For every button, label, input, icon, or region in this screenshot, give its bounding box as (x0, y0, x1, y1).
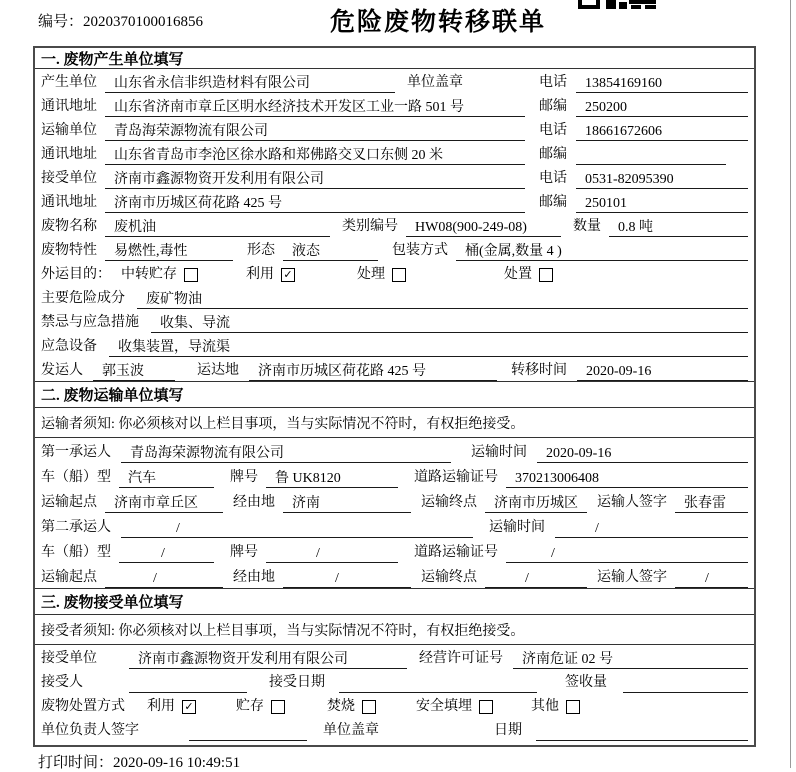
via-label: 经由地 (233, 495, 275, 510)
row-emergency-measures (35, 309, 754, 333)
transporter-zip-value (576, 146, 726, 165)
row-accept-person (35, 669, 754, 693)
checkbox-transfer-storage[interactable] (184, 268, 198, 282)
checkbox-dispose[interactable] (539, 268, 553, 282)
transfer-time-value: 2020-09-16 (577, 362, 748, 381)
equipment-label: 应急设备 (41, 339, 97, 354)
qr-module (645, 5, 656, 9)
origin-value: / (105, 569, 223, 588)
option-label: 其他 (531, 699, 559, 714)
phone-label: 电话 (539, 123, 567, 138)
option-other (531, 697, 580, 717)
transport-time-value: 2020-09-16 (537, 444, 748, 463)
section2-header: 二. 废物运输单位填写 (35, 381, 754, 408)
serial-number (38, 10, 203, 31)
responsible-sign-label: 单位负责人签字 (41, 723, 139, 738)
page-edge-line (790, 0, 791, 768)
origin-label: 运输起点 (41, 570, 97, 585)
address-label: 通讯地址 (41, 147, 97, 162)
print-time-value: 2020-09-16 10:49:51 (113, 755, 241, 771)
receiver-zip-value: 250101 (576, 194, 748, 213)
section3-notice: 接受者须知: 你必须核对以上栏目事项，当与实际情况不符时，有权拒绝接受。 (35, 615, 754, 645)
qr-module (619, 2, 627, 9)
row-route2 (35, 563, 754, 588)
plate-label: 牌号 (230, 470, 258, 485)
receiver-phone-value: 0531-82095390 (576, 170, 748, 189)
address-label: 通讯地址 (41, 195, 97, 210)
vehicle-type-value: / (119, 544, 214, 563)
carrier2-value: / (121, 519, 473, 538)
document-header (0, 0, 796, 46)
plate-label: 牌号 (230, 545, 258, 560)
zip-label: 邮编 (539, 147, 567, 162)
option-label: 处理 (357, 267, 385, 282)
row-responsible-sign (35, 717, 754, 741)
origin-label: 运输起点 (41, 495, 97, 510)
waste-code-label: 类别编号 (342, 219, 398, 234)
waste-code-value: HW08(900-249-08) (406, 218, 561, 237)
emergency-value: 收集、导流 (151, 314, 748, 333)
transporter-phone-value: 18661672606 (576, 122, 748, 141)
qr-code-fragment (578, 0, 656, 9)
terminus-value: / (485, 569, 587, 588)
checkbox-utilize[interactable]: ✓ (281, 268, 295, 282)
permit-label: 经营许可证号 (419, 651, 503, 666)
option-incinerate (327, 697, 376, 717)
print-time (38, 751, 240, 772)
option-label: 贮存 (236, 699, 264, 714)
waste-name-value: 废机油 (105, 218, 330, 237)
responsible-sign-value (189, 722, 307, 741)
carrier1-value: 青岛海荣源物流有限公司 (121, 444, 451, 463)
option-label: 安全填埋 (416, 699, 472, 714)
option-label: 利用 (246, 267, 274, 282)
carrier-sign-label: 运输人签字 (597, 570, 667, 585)
accept-date-label: 接受日期 (269, 675, 325, 690)
row-accept-unit (35, 645, 754, 669)
option-utilize (246, 265, 295, 285)
section3-header: 三. 废物接受单位填写 (35, 588, 754, 615)
phone-label: 电话 (539, 75, 567, 90)
checkbox-landfill[interactable] (479, 700, 493, 714)
zip-label: 邮编 (539, 195, 567, 210)
accept-unit-label: 接受单位 (41, 651, 97, 666)
section2-notice: 运输者须知: 你必须核对以上栏目事项，当与实际情况不符时，有权拒绝接受。 (35, 408, 754, 438)
row-carrier1 (35, 438, 754, 463)
row-receiver-address (35, 189, 754, 213)
carrier-sign-value: 张春雷 (675, 494, 748, 513)
row-vehicle2 (35, 538, 754, 563)
origin-value: 济南市章丘区 (105, 494, 223, 513)
transport-time-label: 运输时间 (471, 445, 527, 460)
option-store (236, 697, 285, 717)
transporter-label: 运输单位 (41, 123, 97, 138)
option-label: 利用 (147, 699, 175, 714)
transport-time-value: / (555, 519, 748, 538)
receiver-value: 济南市鑫源物资开发利用有限公司 (105, 170, 525, 189)
road-license-label: 道路运输证号 (414, 470, 498, 485)
zip-label: 邮编 (539, 99, 567, 114)
row-transporter (35, 117, 754, 141)
qr-module (631, 5, 641, 9)
seal-label: 单位盖章 (407, 75, 463, 90)
option-dispose (504, 265, 553, 285)
carrier-sign-label: 运输人签字 (597, 495, 667, 510)
row-waste-name (35, 213, 754, 237)
pack-label: 包装方式 (392, 243, 448, 258)
print-time-label: 打印时间： (38, 755, 114, 771)
option-utilize (147, 697, 196, 717)
traits-label: 废物特性 (41, 243, 97, 258)
vehicle-type-value: 汽车 (119, 469, 214, 488)
checkbox-store[interactable] (271, 700, 285, 714)
row-purpose (35, 261, 754, 285)
receiver-label: 接受单位 (41, 171, 97, 186)
section1-header: 一. 废物产生单位填写 (35, 48, 754, 69)
row-emergency-equipment (35, 333, 754, 357)
row-dispatch (35, 357, 754, 381)
row-vehicle1 (35, 463, 754, 488)
receiver-address-value: 济南市历城区荷花路 425 号 (105, 194, 525, 213)
accept-date-value (339, 674, 537, 693)
road-license-label: 道路运输证号 (414, 545, 498, 560)
waste-qty-label: 数量 (573, 219, 601, 234)
terminus-label: 运输终点 (421, 495, 477, 510)
row-carrier2 (35, 513, 754, 538)
hazard-label: 主要危险成分 (41, 291, 125, 306)
checkbox-utilize[interactable]: ✓ (182, 700, 196, 714)
serial-value: 2020370100016856 (83, 14, 204, 30)
disposal-label: 废物处置方式 (41, 699, 125, 714)
accept-person-value (129, 674, 247, 693)
purpose-label: 外运目的： (41, 267, 111, 282)
option-label: 焚烧 (327, 699, 355, 714)
transport-time-label: 运输时间 (489, 520, 545, 535)
checkbox-other[interactable] (566, 700, 580, 714)
carrier2-label: 第二承运人 (41, 520, 111, 535)
terminus-label: 运输终点 (421, 570, 477, 585)
producer-phone-value: 13854169160 (576, 74, 748, 93)
unit-seal-label: 单位盖章 (323, 723, 379, 738)
row-transporter-address (35, 141, 754, 165)
destination-label: 运达地 (197, 363, 239, 378)
phone-label: 电话 (539, 171, 567, 186)
page-title: 危险废物转移联单 (330, 9, 547, 36)
qr-module (578, 5, 600, 9)
via-value: 济南 (283, 494, 411, 513)
emergency-label: 禁忌与应急措施 (41, 315, 139, 330)
date-value (536, 722, 748, 741)
pack-value: 桶(金属,数量 4 ) (456, 242, 748, 261)
checkbox-incinerate[interactable] (362, 700, 376, 714)
road-license-value: / (506, 544, 748, 563)
receipt-qty-value (623, 674, 748, 693)
transporter-address-value: 山东省青岛市李沧区徐水路和郑佛路交叉口东侧 20 米 (105, 146, 525, 165)
producer-zip-value: 250200 (576, 98, 748, 117)
vehicle-type-label: 车（船）型 (41, 545, 111, 560)
receipt-qty-label: 签收量 (565, 675, 607, 690)
producer-label: 产生单位 (41, 75, 97, 90)
row-receiver (35, 165, 754, 189)
traits-value: 易燃性,毒性 (105, 242, 233, 261)
qr-module (629, 0, 656, 4)
option-label: 中转贮存 (121, 267, 177, 282)
address-label: 通讯地址 (41, 99, 97, 114)
plate-value: / (266, 544, 398, 563)
row-waste-traits (35, 237, 754, 261)
option-transfer-storage (121, 265, 198, 285)
form-value: 液态 (283, 242, 378, 261)
option-landfill (416, 697, 493, 717)
accept-unit-value: 济南市鑫源物资开发利用有限公司 (129, 650, 407, 669)
transfer-time-label: 转移时间 (511, 363, 567, 378)
terminus-value: 济南市历城区 (485, 494, 587, 513)
via-value: / (283, 569, 411, 588)
road-license-value: 370213006408 (506, 469, 748, 488)
permit-value: 济南危证 02 号 (513, 650, 748, 669)
row-producer (35, 69, 754, 93)
row-producer-address (35, 93, 754, 117)
row-hazard-component (35, 285, 754, 309)
dispatcher-value: 郭玉波 (93, 362, 175, 381)
date-label: 日期 (494, 723, 522, 738)
waste-name-label: 废物名称 (41, 219, 97, 234)
plate-value: 鲁 UK8120 (266, 469, 398, 488)
dispatcher-label: 发运人 (41, 363, 83, 378)
equipment-value: 收集装置，导流渠 (109, 338, 748, 357)
option-treat (357, 265, 406, 285)
destination-value: 济南市历城区荷花路 425 号 (249, 362, 497, 381)
form-label: 形态 (247, 243, 275, 258)
hazard-value: 废矿物油 (137, 290, 748, 309)
producer-address-value: 山东省济南市章丘区明水经济技术开发区工业一路 501 号 (105, 98, 525, 117)
vehicle-type-label: 车（船）型 (41, 470, 111, 485)
transfer-manifest-form (33, 46, 756, 747)
qr-module (606, 0, 616, 9)
waste-qty-value: 0.8 吨 (609, 218, 748, 237)
carrier1-label: 第一承运人 (41, 445, 111, 460)
row-route1 (35, 488, 754, 513)
serial-label: 编号： (38, 14, 84, 30)
via-label: 经由地 (233, 570, 275, 585)
transporter-value: 青岛海荣源物流有限公司 (105, 122, 525, 141)
accept-person-label: 接受人 (41, 675, 83, 690)
producer-value: 山东省永信非织造材料有限公司 (105, 74, 395, 93)
carrier-sign-value: / (675, 569, 748, 588)
row-disposal-method (35, 693, 754, 717)
checkbox-treat[interactable] (392, 268, 406, 282)
option-label: 处置 (504, 267, 532, 282)
